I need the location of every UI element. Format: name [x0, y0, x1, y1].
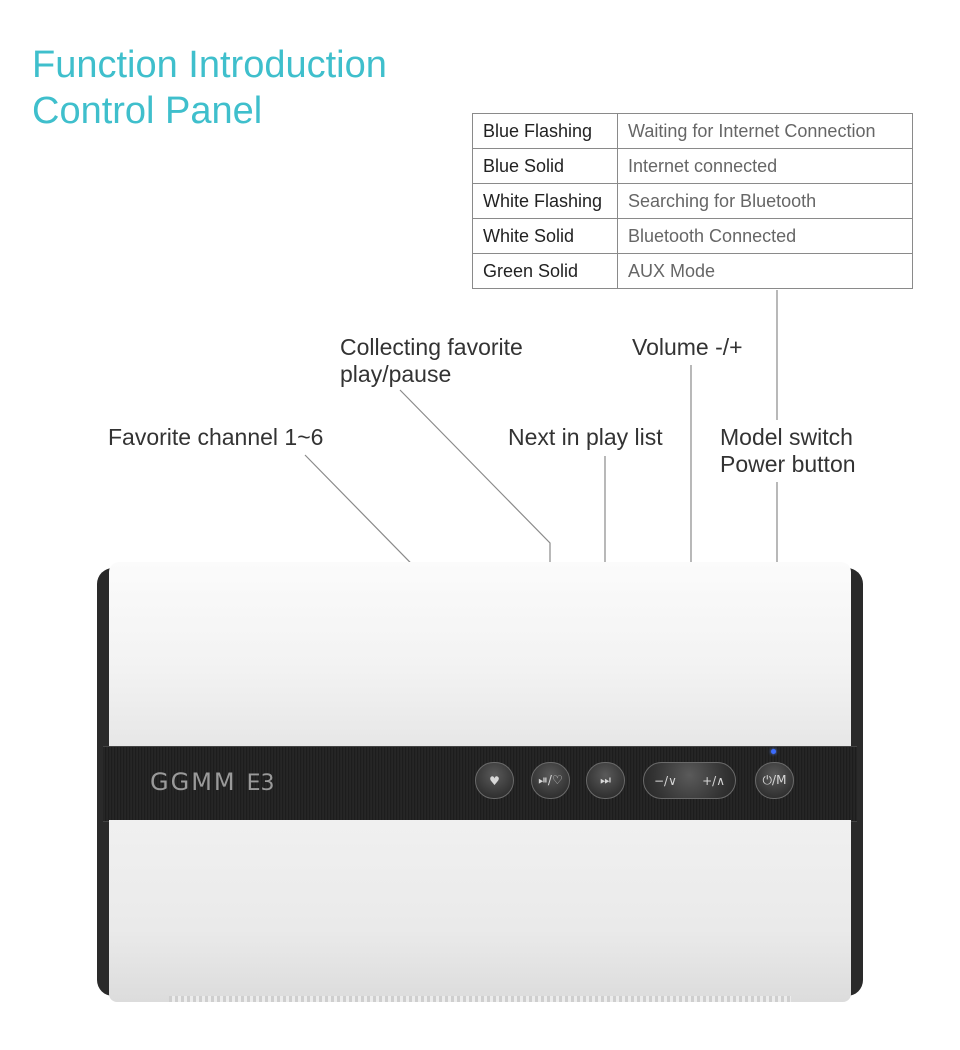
volume-up-button[interactable]: +/∧ [702, 773, 725, 788]
power-icon: ⏻/M [762, 773, 787, 787]
model-name: E3 [246, 771, 275, 796]
brand-logo [150, 768, 275, 796]
speaker-bottom-panel [109, 820, 851, 1002]
volume-rocker [643, 762, 736, 799]
volume-down-button[interactable]: −/∨ [654, 773, 677, 788]
led-state: Blue Solid [473, 149, 618, 184]
callout-favorite-channel: Favorite channel 1~6 [108, 424, 324, 450]
led-meaning: AUX Mode [618, 254, 913, 289]
led-state: White Flashing [473, 184, 618, 219]
brand-name: GGMM [150, 768, 237, 796]
speaker-top-panel [109, 562, 851, 746]
callout-volume: Volume -/+ [632, 334, 743, 360]
speaker-grill [169, 996, 791, 1002]
status-led [771, 749, 776, 754]
led-meaning: Internet connected [618, 149, 913, 184]
play-pause-favorite-button[interactable] [531, 762, 570, 799]
power-mode-button[interactable] [755, 762, 794, 799]
heart-icon: ♥ [489, 773, 500, 788]
callout-next: Next in play list [508, 424, 663, 450]
led-state: Green Solid [473, 254, 618, 289]
next-icon: ⏭ [600, 773, 611, 787]
led-meaning: Waiting for Internet Connection [618, 114, 913, 149]
title-line-2: Control Panel [32, 90, 263, 132]
favorite-channel-button[interactable] [475, 762, 514, 799]
led-state: Blue Flashing [473, 114, 618, 149]
led-meaning: Bluetooth Connected [618, 219, 913, 254]
callout-collecting-line2: play/pause [340, 361, 452, 387]
callout-model-line1: Model switch [720, 424, 853, 450]
speaker-device [97, 562, 863, 1002]
callout-model-line2: Power button [720, 451, 856, 477]
next-track-button[interactable] [586, 762, 625, 799]
led-meaning: Searching for Bluetooth [618, 184, 913, 219]
play-pause-heart-icon: ⏯/♡ [538, 773, 563, 787]
title-line-1: Function Introduction [32, 44, 387, 86]
callout-collecting-line1: Collecting favorite [340, 334, 523, 360]
led-state: White Solid [473, 219, 618, 254]
